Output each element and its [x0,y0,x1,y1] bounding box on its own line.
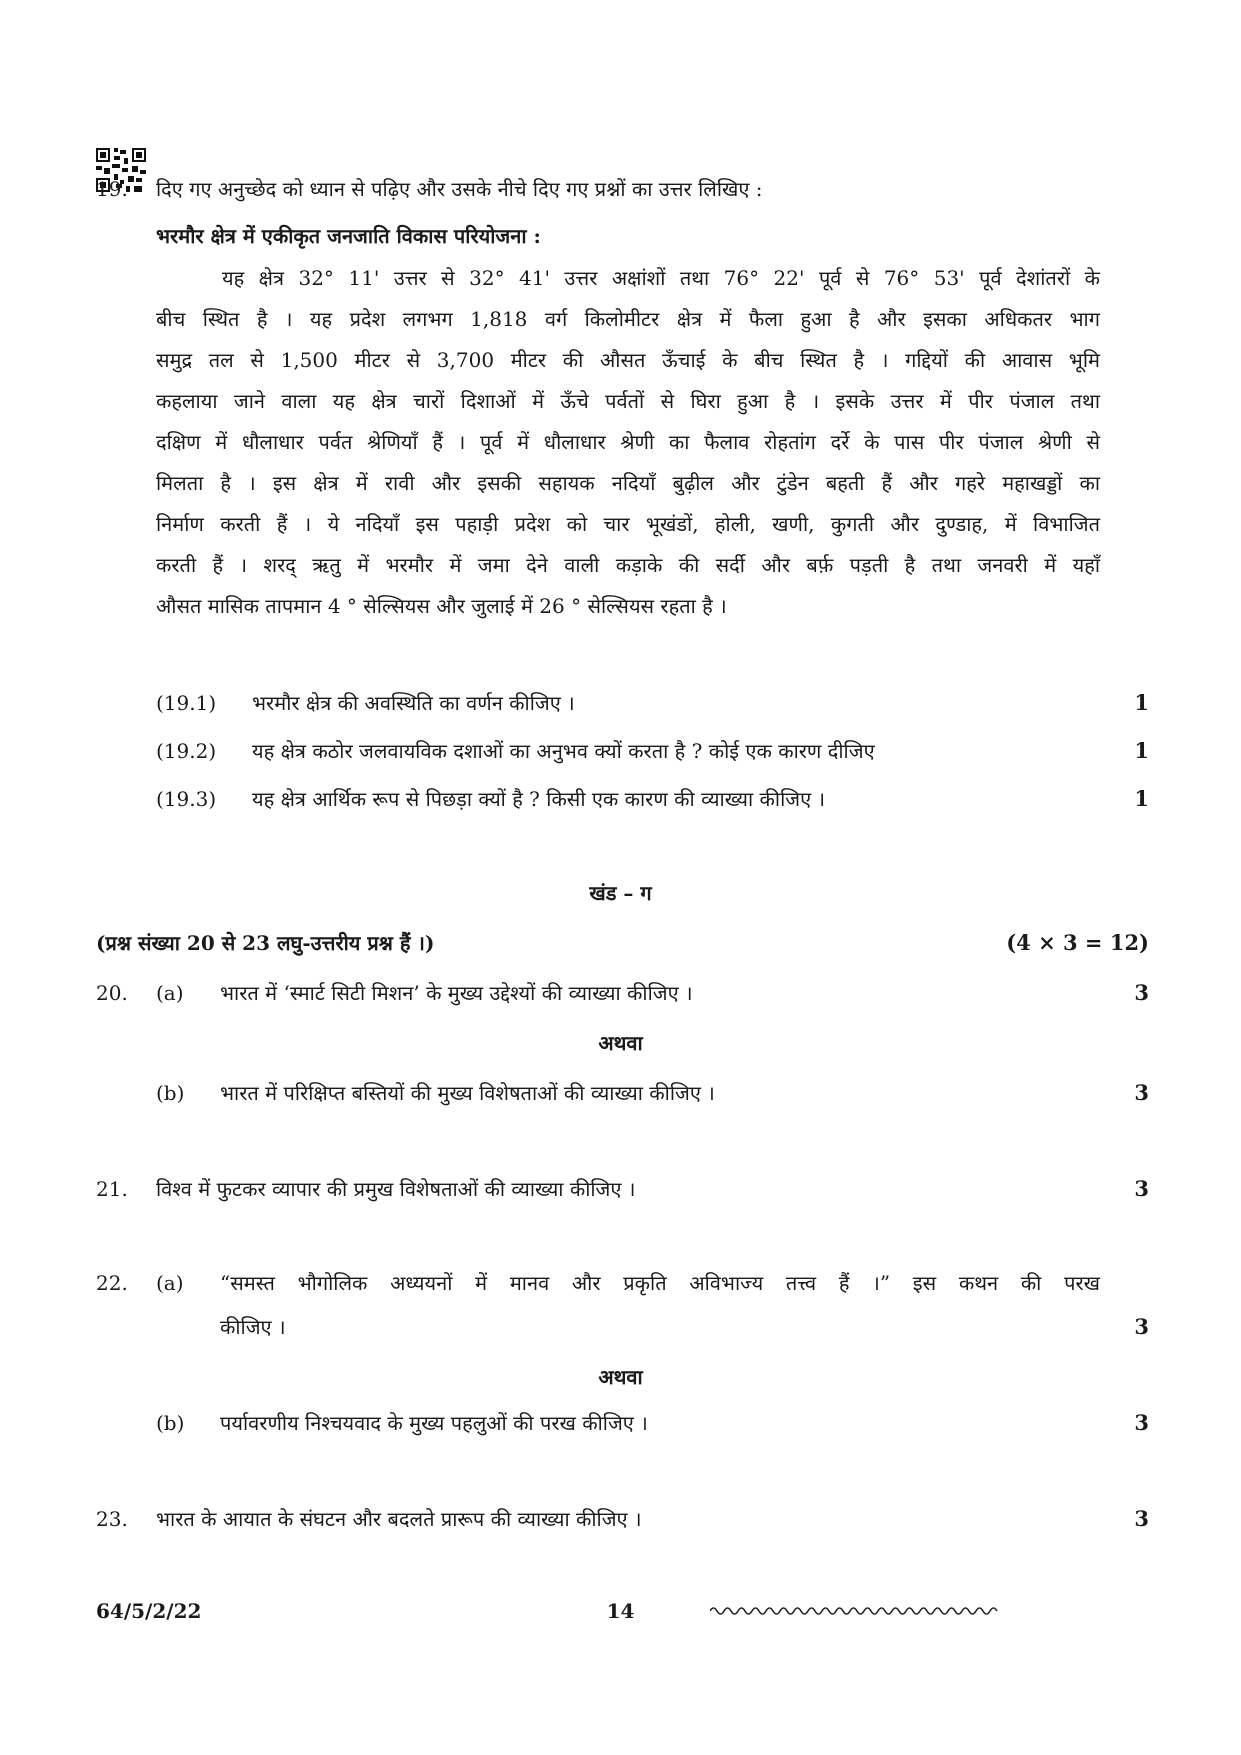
marks: 1 [1134,690,1149,715]
page-number: 14 [606,1599,635,1623]
question-text: पर्यावरणीय निश्चयवाद के मुख्य पहलुओं की परख कीजिए । [220,1411,648,1435]
question-instruction: दिए गए अनुच्छेद को ध्यान से पढ़िए और उसके नीचे दिए गए प्रश्नों का उत्तर लिखिए : [156,177,763,201]
passage-line: बीच स्थित है । यह प्रदेश लगभग 1,818 वर्ग किलोमीटर क्षेत्र में फैला हुआ है और इसका अधिकतर भाग [156,307,1100,331]
question-number: 21. [96,1177,128,1201]
marks: 3 [1134,1506,1149,1531]
subquestion-text: यह क्षेत्र आर्थिक रूप से पिछड़ा क्यों है ? किसी एक कारण की व्याख्या कीजिए । [252,787,826,811]
passage-line: निर्माण करती हैं । ये नदियाँ इस पहाड़ी प्रदेश को चार भूखंडों, होली, खणी, कुगती और दुण्डाह, में विभाजित [156,512,1100,536]
question-text: भारत में ‘स्मार्ट सिटी मिशन’ के मुख्य उद्देश्यों की व्याख्या कीजिए । [220,981,693,1005]
question-text: विश्व में फुटकर व्यापार की प्रमुख विशेषताओं की व्याख्या कीजिए । [156,1177,636,1201]
option-label: (b) [156,1081,185,1105]
wavy-line-icon [710,1604,1000,1618]
question-text: भारत के आयात के संघटन और बदलते प्रारूप की व्याख्या कीजिए । [156,1507,642,1531]
subquestion-text: भरमौर क्षेत्र की अवस्थिति का वर्णन कीजिए । [252,691,575,715]
passage-line: दक्षिण में धौलाधार पर्वत श्रेणियाँ हैं । पूर्व में धौलाधार श्रेणी का फैलाव रोहतांग दर्रे के पास पीर पंजाल श्रेणी से [156,430,1100,454]
question-number: 23. [96,1507,128,1531]
marks: 3 [1134,980,1149,1005]
passage-line: मिलता है । इस क्षेत्र में रावी और इसकी सहायक नदियाँ बुढ़ील और टुंडेन बहती हैं और गहरे महाखड्डों का [156,471,1100,495]
marks: 1 [1134,786,1149,811]
question-text: भारत में परिक्षिप्त बस्तियों की मुख्य विशेषताओं की व्याख्या कीजिए । [220,1081,715,1105]
passage-line: यह क्षेत्र 32° 11' उत्तर से 32° 41' उत्तर अक्षांशों तथा 76° 22' पूर्व से 76° 53' पूर्व देशांतरों के [222,266,1100,290]
marks: 3 [1134,1080,1149,1105]
or-divider: अथवा [598,1031,643,1055]
passage-line: करती हैं । शरद् ऋतु में भरमौर में जमा देने वाली कड़ाके की सर्दी और बर्फ़ पड़ती है तथा जनवरी में यहाँ [156,553,1100,577]
section-note: (प्रश्न संख्या 20 से 23 लघु-उत्तरीय प्रश्न हैं ।) [96,931,435,955]
option-label: (b) [156,1411,185,1435]
option-label: (a) [156,981,184,1005]
paper-code: 64/5/2/22 [96,1599,202,1623]
subquestion-number: (19.3) [156,787,217,811]
subquestion-text: यह क्षेत्र कठोर जलवायविक दशाओं का अनुभव क्यों करता है ? कोई एक कारण दीजिए [252,739,875,763]
marks: 3 [1134,1176,1149,1201]
passage [156,258,1100,627]
marks: 3 [1134,1410,1149,1435]
marks: 1 [1134,738,1149,763]
passage-heading: भरमौर क्षेत्र में एकीकृत जनजाति विकास परियोजना : [156,224,541,248]
question-number: 19. [96,177,128,201]
or-divider: अथवा [598,1365,643,1389]
question-number: 20. [96,981,128,1005]
subquestion-number: (19.2) [156,739,217,763]
marks: 3 [1134,1314,1149,1339]
passage-line: समुद्र तल से 1,500 मीटर से 3,700 मीटर की औसत ऊँचाई के बीच स्थित है । गद्दियों की आवास भूमि [156,348,1100,372]
section-title: खंड – ग [589,881,652,905]
question-number: 22. [96,1271,128,1295]
question-text: “समस्त भौगोलिक अध्ययनों में मानव और प्रकृति अविभाज्य तत्त्व हैं ।” इस कथन की परख [220,1271,1100,1295]
option-label: (a) [156,1271,184,1295]
passage-line: कहलाया जाने वाला यह क्षेत्र चारों दिशाओं में ऊँचे पर्वतों से घिरा हुआ है । इसके उत्तर में पीर पंजाल तथा [156,389,1100,413]
section-marks-scheme: (4 × 3 = 12) [1006,930,1149,955]
question-text: कीजिए । [220,1315,286,1339]
subquestion-number: (19.1) [156,691,217,715]
passage-line: औसत मासिक तापमान 4 ° सेल्सियस और जुलाई में 26 ° सेल्सियस रहता है । [156,594,727,618]
